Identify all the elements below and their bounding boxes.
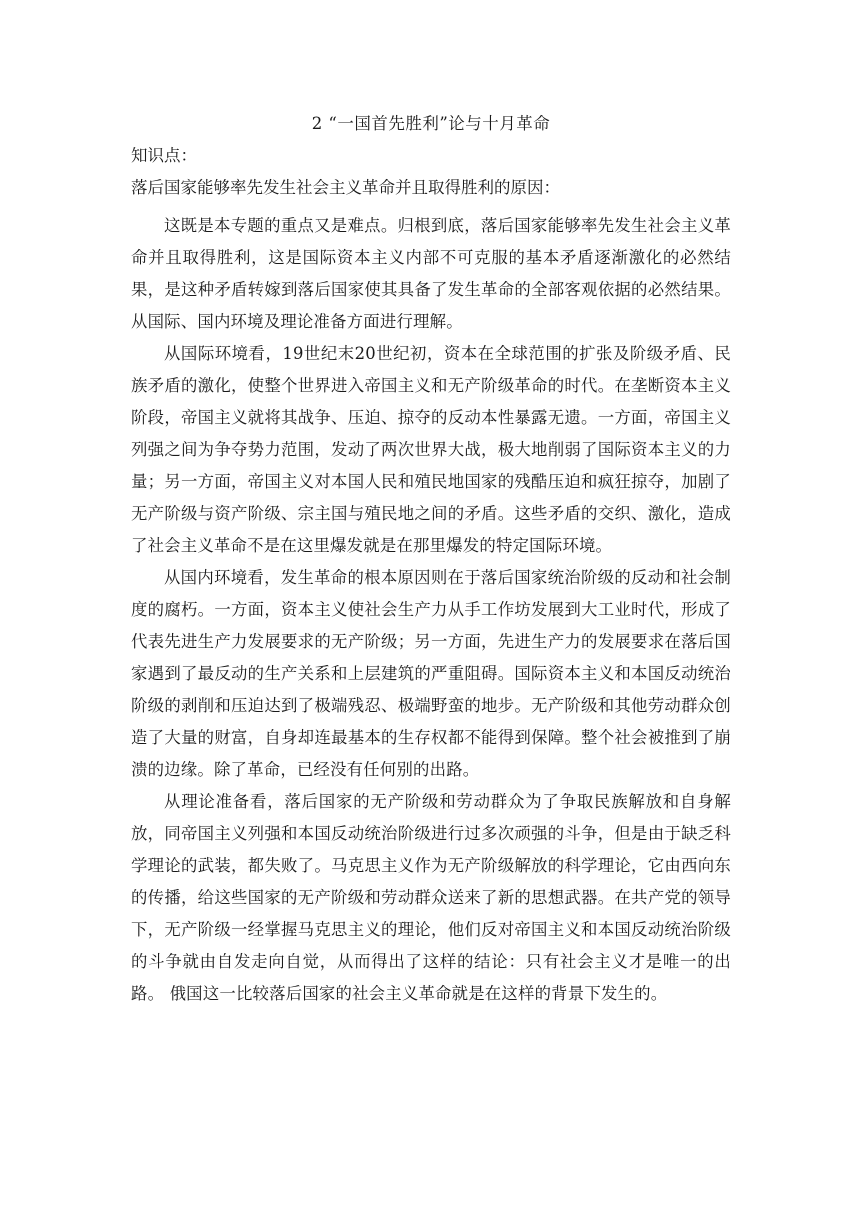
paragraph-theory: 从理论准备看，落后国家的无产阶级和劳动群众为了争取民族解放和自身解放，同帝国主义列强和本国反动统治阶级进行过多次顽强的斗争，但是由于缺乏科学理论的武装，都失败了。马克思主义作为无产阶级解放的科学理论，它由西向东的传播，给这些国家的无产阶级和劳动群众送来了新的思想武器。在共产党的领导下，无产阶级一经掌握马克思主义的理论，他们反对帝国主义和本国反动统治阶级的斗争就由自发走向自觉，从而得出了这样的结论：只有社会主义才是唯一的出路。 俄国这一比较落后国家的社会主义革命就是在这样的背景下发生的。 [131, 792, 731, 1003]
body-text [131, 210, 731, 1010]
topic-heading: 落后国家能够率先发生社会主义革命并且取得胜利的原因： [131, 178, 560, 197]
section-title: 2 “一国首先胜利”论与十月革命 [311, 114, 551, 133]
paragraph-international: 从国际环境看，19世纪末20世纪初，资本在全球范围的扩张及阶级矛盾、民族矛盾的激化，使整个世界进入帝国主义和无产阶级革命的时代。在垄断资本主义阶段，帝国主义就将其战争、压迫、掠夺的反动本性暴露无遗。一方面，帝国主义列强之间为争夺势力范围，发动了两次世界大战，极大地削弱了国际资本主义的力量；另一方面，帝国主义对本国人民和殖民地国家的残酷压迫和疯狂掠夺，加剧了无产阶级与资产阶级、宗主国与殖民地之间的矛盾。这些矛盾的交织、激化，造成了社会主义革命不是在这里爆发就是在那里爆发的特定国际环境。 [131, 344, 731, 555]
paragraph-domestic: 从国内环境看，发生革命的根本原因则在于落后国家统治阶级的反动和社会制度的腐朽。一方面，资本主义使社会生产力从手工作坊发展到大工业时代，形成了代表先进生产力发展要求的无产阶级；另一方面，先进生产力的发展要求在落后国家遇到了最反动的生产关系和上层建筑的严重阻碍。国际资本主义和本国反动统治阶级的剥削和压迫达到了极端残忍、极端野蛮的地步。无产阶级和其他劳动群众创造了大量的财富，自身却连最基本的生存权都不能得到保障。整个社会被推到了崩溃的边缘。除了革命，已经没有任何别的出路。 [131, 568, 731, 779]
paragraph-key-point: 这既是本专题的重点又是难点。归根到底，落后国家能够率先发生社会主义革命并且取得胜利，这是国际资本主义内部不可克服的基本矛盾逐渐激化的必然结果，是这种矛盾转嫁到落后国家使其具备了发生革命的全部客观依据的必然结果。从国际、国内环境及理论准备方面进行理解。 [131, 216, 731, 331]
knowledge-point-label: 知识点： [131, 146, 197, 165]
